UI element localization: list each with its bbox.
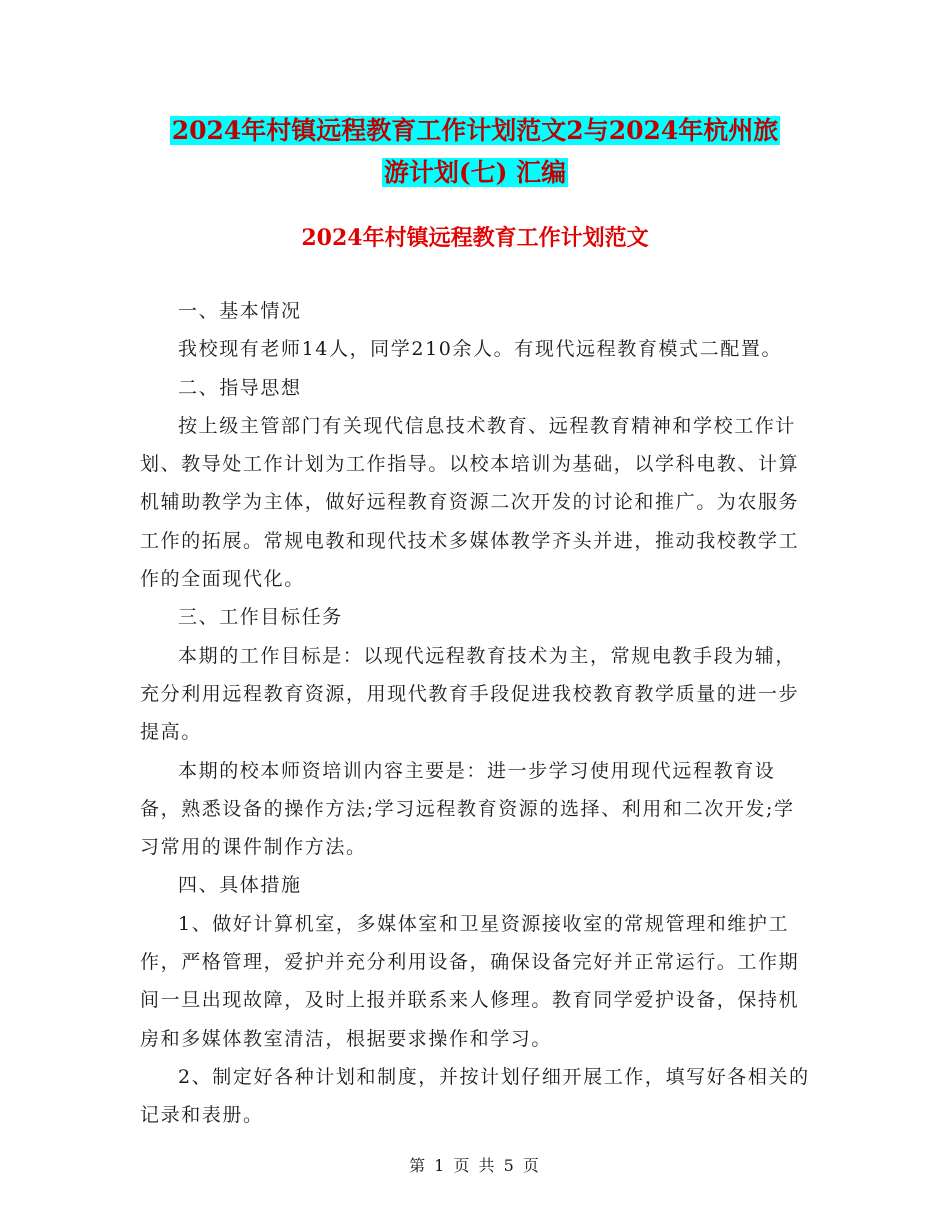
paragraph: 二、指导思想 (178, 376, 302, 399)
paragraph: 我校现有老师14人，同学210余人。有现代远程教育模式二配置。 (178, 338, 783, 361)
title-line-2: 游计划(七) 汇编 (383, 158, 567, 187)
title-line-1: 2024年村镇远程教育工作计划范文2与2024年杭州旅 (171, 116, 779, 145)
page-footer: 第 1 页 共 5 页 (409, 1156, 541, 1175)
paragraph: 2、制定好各种计划和制度，并按计划仔细开展工作，填写好各相关的记录和表册。 (140, 1065, 810, 1127)
paragraph: 本期的校本师资培训内容主要是：进一步学习使用现代远程教育设备，熟悉设备的操作方法;学习远程教育资源的选择、利用和二次开发;学习常用的课件制作方法。 (140, 759, 795, 859)
paragraph: 1、做好计算机室，多媒体室和卫星资源接收室的常规管理和维护工作，严格管理，爱护并充分利用设备，确保设备完好并正常运行。工作期间一旦出现故障，及时上报并联系来人修理。教育同学爱护设备，保持机房和多媒体教室清洁，根据要求操作和学习。 (140, 912, 800, 1050)
paragraph: 一、基本情况 (178, 300, 302, 322)
paragraph: 四、具体措施 (178, 874, 302, 897)
paragraph: 按上级主管部门有关现代信息技术教育、远程教育精神和学校工作计划、教导处工作计划为工作指导。以校本培训为基础，以学科电教、计算机辅助教学为主体，做好远程教育资源二次开发的讨论和推广。为农服务工作的拓展。常规电教和现代技术多媒体教学齐头并进，推动我校教学工作的全面现代化。 (140, 414, 800, 591)
section-title: 2024年村镇远程教育工作计划范文 (301, 225, 649, 251)
document-body (140, 292, 815, 1135)
paragraph: 三、工作目标任务 (178, 606, 343, 629)
document-title (140, 110, 810, 194)
paragraph: 本期的工作目标是：以现代远程教育技术为主，常规电教手段为辅，充分利用远程教育资源，用现代教育手段促进我校教育教学质量的进一步提高。 (140, 644, 800, 744)
